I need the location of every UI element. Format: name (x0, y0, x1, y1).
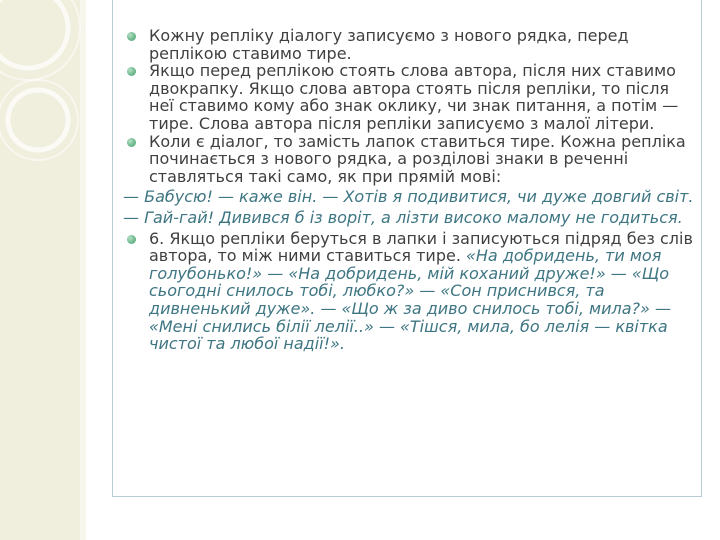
item-example: «На добридень, ти моя голубонько!» — «На добридень, мій коханий друже!» — «Що сьогодні снилось тобі, любко?» — «Сон приснився, та дивненький дуже». — «Що ж за диво снилось тобі, мила?» — «Мені снились білії лелії..» — «Тішся, мила, бо лелія — квітка чистої та любої надії!». (149, 246, 671, 354)
list-item (113, 133, 703, 186)
bullet-icon (127, 235, 136, 244)
item-text: Коли є діалог, то замість лапок ставиться тире. Кожна репліка починається з нового рядка, а розділові знаки в реченні ставляться такі само, як при прямій мові: (149, 131, 686, 186)
content-box (112, 0, 702, 497)
item-text: Якщо перед реплікою стоять слова автора, після них ставимо двокрапку. Якщо слова автора стоять після репліки, то після неї ставимо кому або знак оклику, чи знак питання, а потім — тире. Слова автора після репліки записуємо з малої літери. (149, 61, 679, 133)
bullet-icon (127, 138, 136, 147)
list-item (113, 230, 703, 353)
bullet-icon (127, 32, 136, 41)
bullet-icon (127, 67, 136, 76)
decorative-rings (0, 0, 100, 200)
item-text: 6. Якщо репліки беруться в лапки і записуються підряд без слів автора, то між ними ставиться тире. (149, 228, 693, 266)
example-line: — Бабусю! — каже він. — Хотів я подивитися, чи дуже довгий світ. (123, 187, 694, 207)
item-text: Кожну репліку діалогу записуємо з нового рядка, перед реплікою ставимо тире. (149, 26, 629, 63)
example-line: — Гай-гай! Дивився б із воріт, а лізти високо малому не годиться. (123, 207, 683, 227)
list-item (113, 27, 703, 62)
list-item (113, 62, 703, 132)
text-body (113, 27, 703, 353)
